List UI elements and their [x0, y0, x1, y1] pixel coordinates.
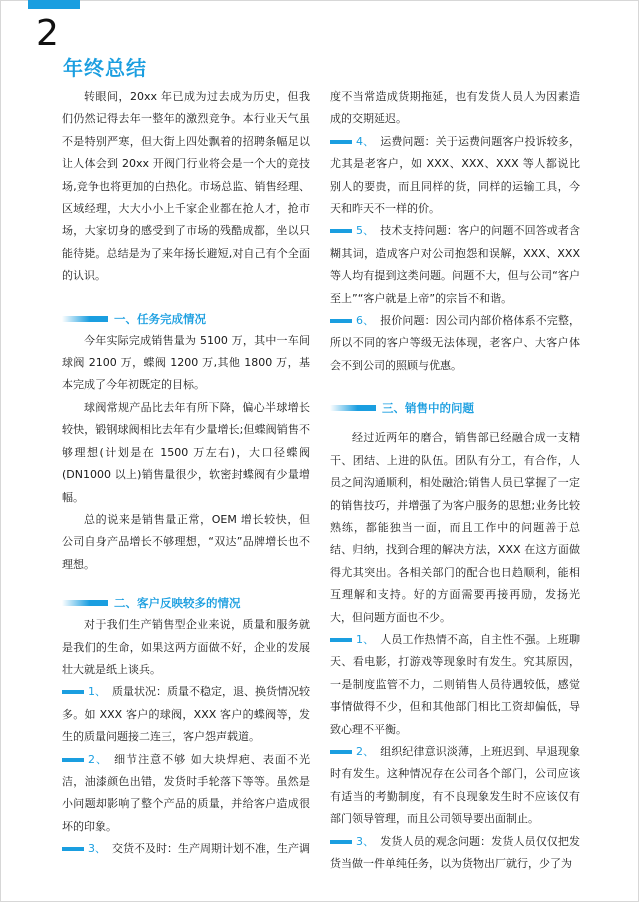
section-heading-customer-feedback [62, 592, 310, 614]
item-text: 交货不及时：生产周期计划不准，生产调 [112, 842, 310, 856]
heading-bar-icon [62, 316, 108, 322]
right-column [330, 86, 580, 875]
bullet-bar-icon [330, 319, 352, 323]
paragraph: 总的说来是销售量正常，OEM 增长较快，但公司自身产品增长不够理想，“双达”品牌增长也不理想。 [62, 512, 310, 571]
item-text: 质量状况：质量不稳定，退、换货情况较多。如 XXX 客户的球阀，XXX 客户的蝶阀等，发生的质量问题接二连三，客户怨声载道。 [62, 685, 310, 744]
list-item [330, 131, 580, 221]
item-number: 4、 [356, 134, 375, 148]
bullet-bar-icon [330, 140, 352, 144]
bullet-bar-icon [330, 750, 352, 754]
list-item [330, 629, 580, 741]
paragraph: 度不当常造成货期拖延，也有发货人员人为因素造成的交期延迟。 [330, 90, 580, 126]
list-item [62, 681, 310, 748]
heading-bar-icon [62, 600, 108, 606]
item-number: 3、 [356, 834, 375, 848]
bullet-bar-icon [62, 847, 84, 851]
item-number: 5、 [356, 224, 375, 238]
page-title: 年终总结 [63, 56, 147, 80]
section-heading-label: 三、销售中的问题 [382, 401, 474, 416]
item-text: 运费问题：关于运费问题客户投诉较多，尤其是老客户，如 XXX、XXX、XXX 等人都说比别人的要贵，而且同样的货，同样的运输工具，今天和昨天不一样的价。 [330, 134, 581, 216]
item-text: 报价问题：因公司内部价格体系不完整，所以不同的客户等级无法体现，老客户、大客户体会不到公司的照顾与优惠。 [330, 314, 581, 372]
list-item [330, 310, 580, 377]
section-heading-sales-issues [330, 397, 580, 419]
item-number: 3、 [88, 842, 106, 856]
paragraph: 球阀常规产品比去年有所下降，偏心半球增长较快，锻钢球阀相比去年有少量增长;但蝶阀销售不够理想(计划是在 1500 万左右)，大口径蝶阀(DN1000 以上)销售量很少，软密封蝶阀有少量增幅。 [62, 400, 310, 504]
item-number: 2、 [88, 752, 109, 766]
intro-paragraph: 转眼间，20xx 年已成为过去成为历史，但我们仍然记得去年一整年的激烈竞争。本行业天气虽不是特别严寒，但大街上四处飘着的招聘条幅足以让人体会到 20xx 开阀门行业将会是一个大的竞技场,竞争也将更加的白热化。市场总监、销售经理、区域经理，大大小小上千家企业都在抢人才，抢市场，大家切身的感受到了市场的残酷成都，坐以只能待毙。总结是为了来年扬长避短,对自己有个全面的认识。 [62, 90, 310, 283]
list-item [330, 741, 580, 831]
paragraph: 今年实际完成销售量为 5100 万，其中一车间球阀 2100 万，蝶阀 1200 万,其他 1800 万，基本完成了今年初既定的目标。 [62, 333, 310, 392]
bullet-bar-icon [330, 840, 352, 844]
item-number: 1、 [356, 632, 375, 646]
top-accent-bar [28, 0, 80, 9]
bullet-bar-icon [330, 638, 352, 642]
paragraph: 对于我们生产销售型企业来说，质量和服务就是我们的生命，如果这两方面做不好，企业的发展壮大就是纸上谈兵。 [62, 618, 310, 676]
list-item [330, 831, 580, 876]
item-text: 组织纪律意识淡薄，上班迟到、早退现象时有发生。这种情况存在公司各个部门，公司应该有适当的考勤制度，有不良现象发生时不应该仅有部门领导管理，而且公司领导要出面制止。 [330, 744, 581, 826]
item-text: 人员工作热情不高，自主性不强。上班聊天、看电影，打游戏等现象时有发生。究其原因，一是制度监管不力，二则销售人员待遇较低，感觉事情做得不少，但和其他部门相比工资却偏低，导致心理不平衡。 [330, 632, 581, 736]
item-number: 1、 [88, 685, 106, 699]
item-number: 6、 [356, 314, 375, 328]
heading-bar-icon [330, 405, 376, 411]
page-number: 2 [36, 13, 59, 54]
section-heading-label: 二、客户反映较多的情况 [114, 596, 241, 611]
bullet-bar-icon [62, 690, 84, 694]
item-text: 发货人员的观念问题：发货人员仅仅把发货当做一件单纯任务，以为货物出厂就行，少了为 [330, 834, 581, 870]
item-number: 2、 [356, 744, 375, 758]
bullet-bar-icon [330, 229, 352, 233]
left-column [62, 86, 310, 861]
bullet-bar-icon [62, 758, 84, 762]
paragraph: 经过近两年的磨合，销售部已经融合成一支精干、团结、上进的队伍。团队有分工，有合作，人员之间沟通顺利，相处融洽;销售人员已掌握了一定的销售技巧，并增强了为客户服务的思想;业务比较熟练，都能独当一面，而且工作中的问题善于总结、归纳，找到合理的解决方法，XXX 在这方面做得尤其突出。各相关部门的配合也日趋顺利，能相互理解和支持。好的方面需要再接再励，发扬光大，但问题方面也不少。 [330, 431, 580, 624]
list-item [62, 749, 310, 839]
item-text: 技术支持问题：客户的问题不回答或者含糊其词，造成客户对公司抱怨和误解，XXX、XXX 等人均有提到这类问题。问题不大，但与公司“客户至上”“客户就是上帝”的宗旨不和谐。 [330, 224, 581, 305]
list-item [62, 838, 310, 860]
section-heading-label: 一、任务完成情况 [114, 311, 206, 326]
list-item [330, 220, 580, 310]
section-heading-tasks [62, 308, 310, 330]
item-text: 细节注意不够 如大块焊疤、表面不光洁，油漆颜色出错，发货时手轮落下等等。虽然是小问题却影响了整个产品的质量，并给客户造成很坏的印象。 [62, 752, 311, 833]
